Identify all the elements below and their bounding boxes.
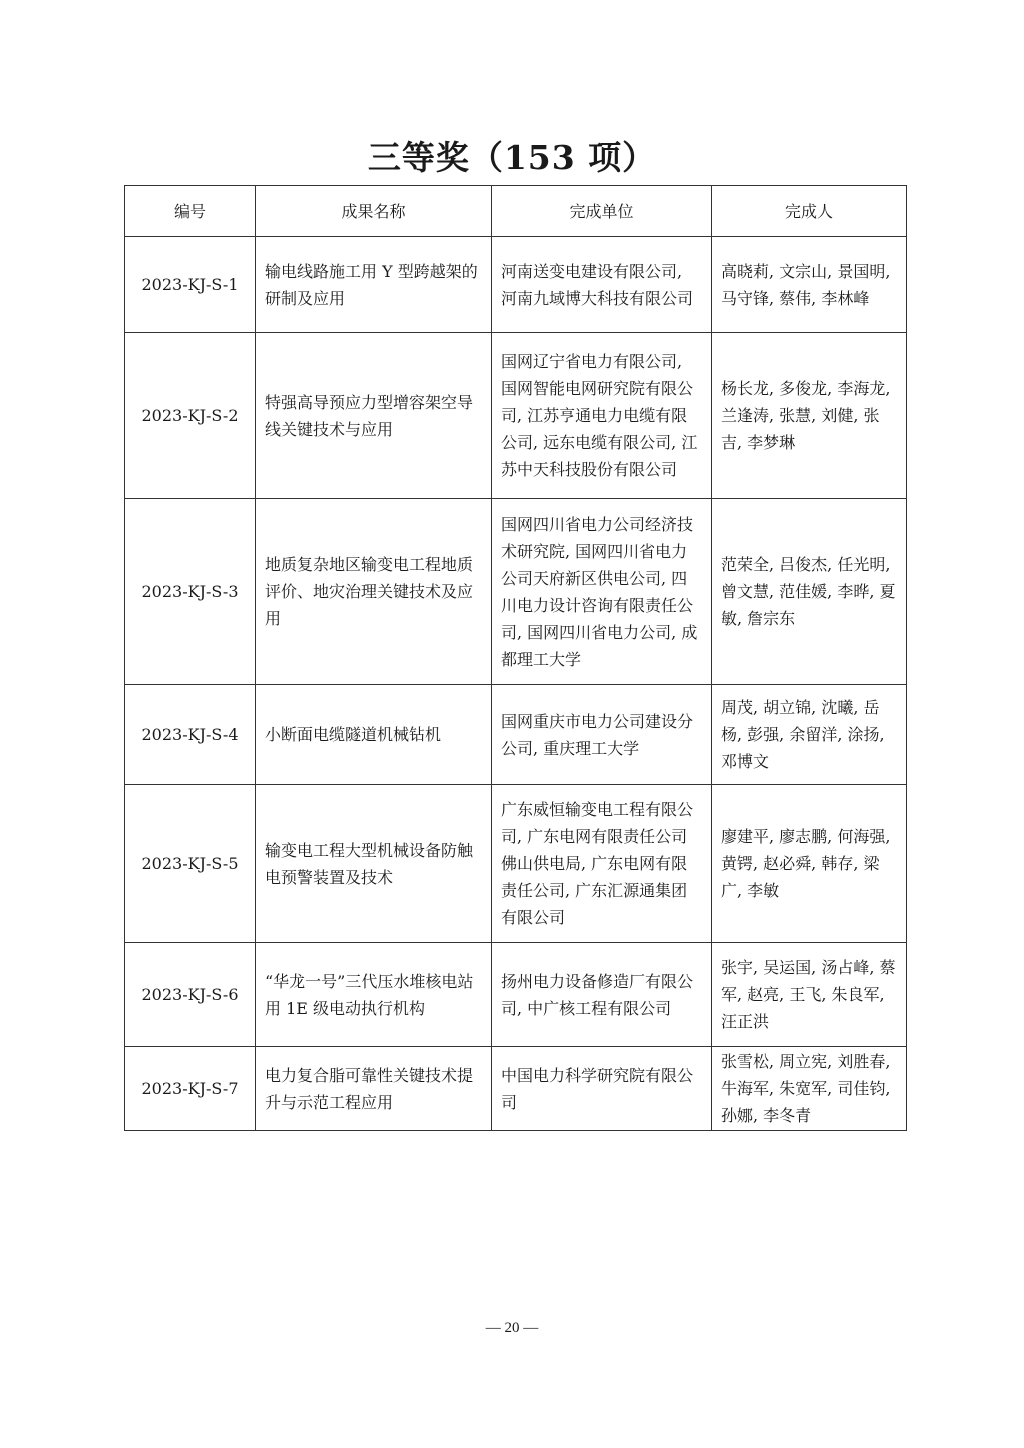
awards-table — [124, 185, 907, 1131]
cell-name: 特强高导预应力型增容架空导线关键技术与应用 — [256, 333, 492, 499]
cell-units: 国网重庆市电力公司建设分公司, 重庆理工大学 — [492, 685, 712, 785]
header-id: 编号 — [125, 186, 256, 237]
cell-name: 电力复合脂可靠性关键技术提升与示范工程应用 — [256, 1047, 492, 1131]
table-header-row — [125, 186, 907, 237]
table-row — [125, 237, 907, 333]
table-row — [125, 333, 907, 499]
cell-units: 国网四川省电力公司经济技术研究院, 国网四川省电力公司天府新区供电公司, 四川电力设计咨询有限责任公司, 国网四川省电力公司, 成都理工大学 — [492, 499, 712, 685]
cell-id: 2023-KJ-S-4 — [125, 685, 256, 785]
header-name: 成果名称 — [256, 186, 492, 237]
cell-units: 河南送变电建设有限公司, 河南九域博大科技有限公司 — [492, 237, 712, 333]
cell-name: 地质复杂地区输变电工程地质评价、地灾治理关键技术及应用 — [256, 499, 492, 685]
cell-people: 张雪松, 周立宪, 刘胜春, 牛海军, 朱宽军, 司佳钧, 孙娜, 李冬青 — [712, 1047, 907, 1131]
cell-units: 扬州电力设备修造厂有限公司, 中广核工程有限公司 — [492, 943, 712, 1047]
cell-id: 2023-KJ-S-5 — [125, 785, 256, 943]
cell-people: 周茂, 胡立锦, 沈曦, 岳杨, 彭强, 余留洋, 涂扬, 邓博文 — [712, 685, 907, 785]
cell-id: 2023-KJ-S-6 — [125, 943, 256, 1047]
table-row — [125, 499, 907, 685]
cell-id: 2023-KJ-S-3 — [125, 499, 256, 685]
table-row — [125, 785, 907, 943]
cell-id: 2023-KJ-S-2 — [125, 333, 256, 499]
cell-people: 张宇, 吴运国, 汤占峰, 蔡军, 赵亮, 王飞, 朱良军, 汪正洪 — [712, 943, 907, 1047]
table-row — [125, 1047, 907, 1131]
cell-units: 广东威恒输变电工程有限公司, 广东电网有限责任公司佛山供电局, 广东电网有限责任公司, 广东汇源通集团有限公司 — [492, 785, 712, 943]
page-title: 三等奖（153 项） — [367, 138, 657, 177]
cell-name: “华龙一号”三代压水堆核电站用 1E 级电动执行机构 — [256, 943, 492, 1047]
cell-id: 2023-KJ-S-7 — [125, 1047, 256, 1131]
cell-people: 杨长龙, 多俊龙, 李海龙, 兰逢涛, 张慧, 刘健, 张吉, 李梦琳 — [712, 333, 907, 499]
cell-name: 输电线路施工用 Y 型跨越架的研制及应用 — [256, 237, 492, 333]
cell-units: 中国电力科学研究院有限公司 — [492, 1047, 712, 1131]
cell-units: 国网辽宁省电力有限公司, 国网智能电网研究院有限公司, 江苏亨通电力电缆有限公司, 远东电缆有限公司, 江苏中天科技股份有限公司 — [492, 333, 712, 499]
cell-people: 廖建平, 廖志鹏, 何海强, 黄锷, 赵必舜, 韩存, 梁广, 李敏 — [712, 785, 907, 943]
header-units: 完成单位 — [492, 186, 712, 237]
cell-name: 输变电工程大型机械设备防触电预警装置及技术 — [256, 785, 492, 943]
table-row — [125, 685, 907, 785]
page-number: — 20 — — [485, 1320, 539, 1336]
cell-id: 2023-KJ-S-1 — [125, 237, 256, 333]
cell-name: 小断面电缆隧道机械钻机 — [256, 685, 492, 785]
cell-people: 高晓莉, 文宗山, 景国明, 马守锋, 蔡伟, 李林峰 — [712, 237, 907, 333]
cell-people: 范荣全, 吕俊杰, 任光明, 曾文慧, 范佳媛, 李晔, 夏敏, 詹宗东 — [712, 499, 907, 685]
table-row — [125, 943, 907, 1047]
header-people: 完成人 — [712, 186, 907, 237]
